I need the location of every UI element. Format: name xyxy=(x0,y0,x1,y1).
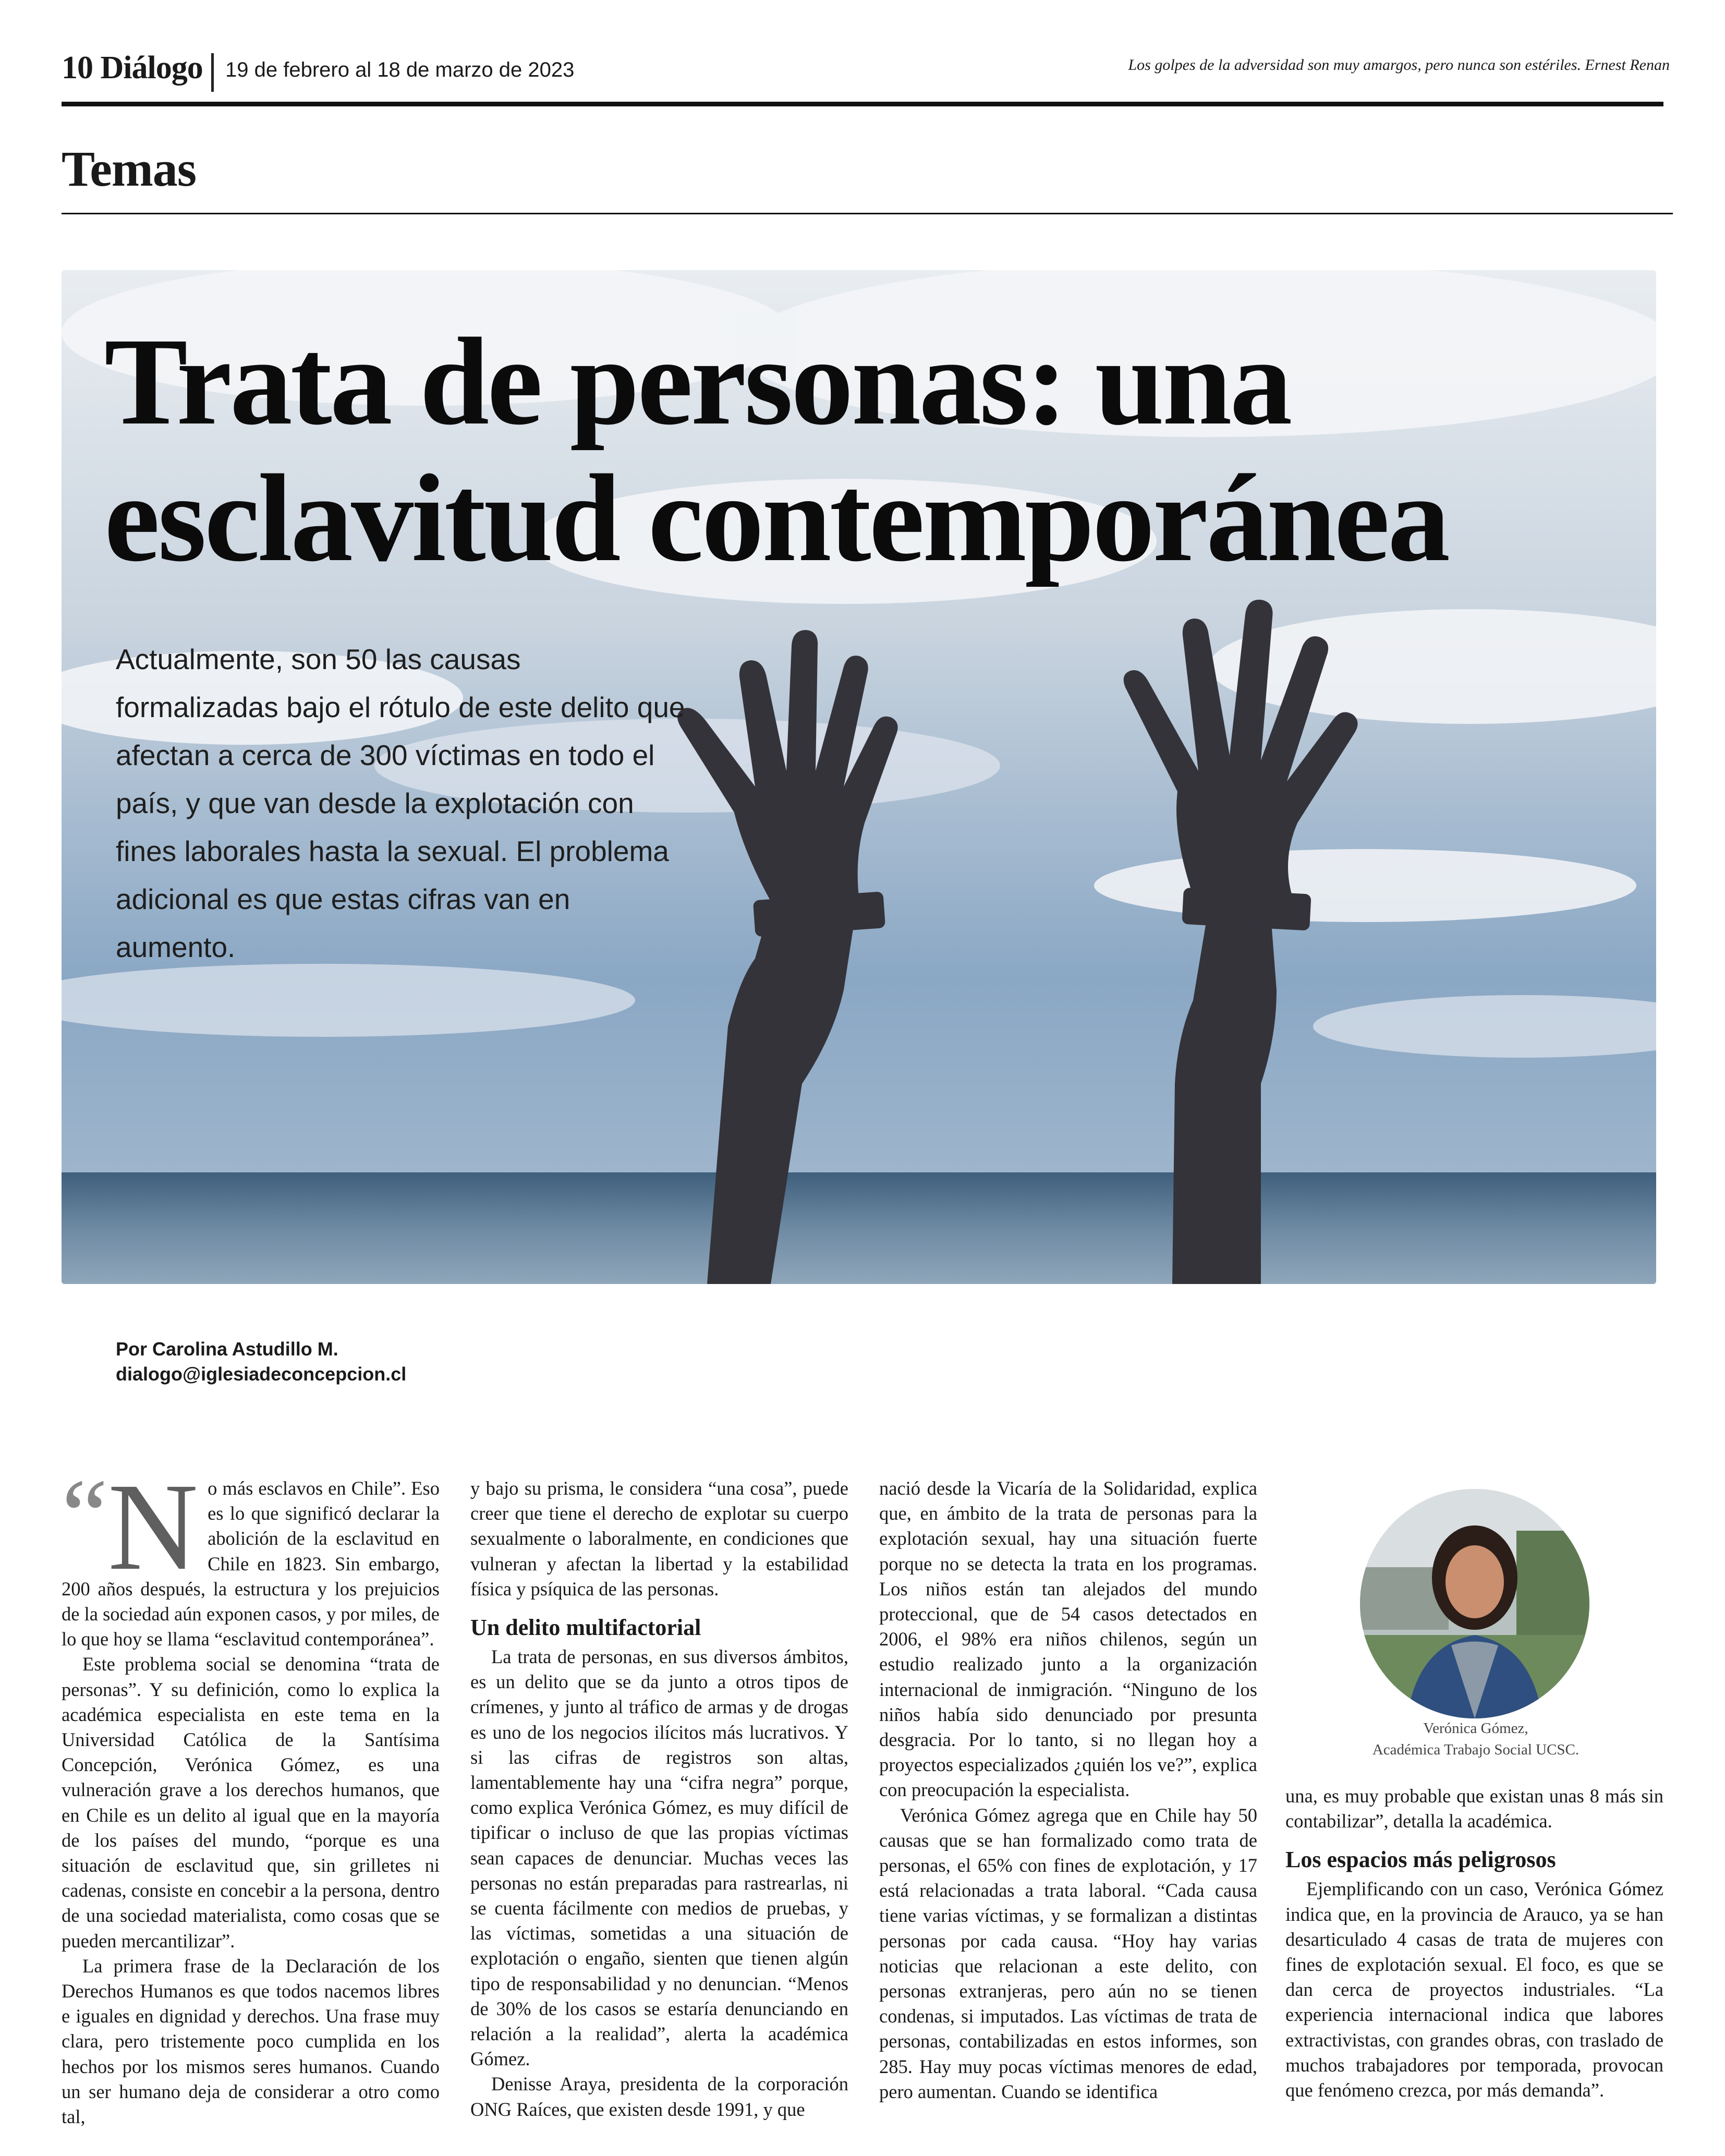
portrait-photo xyxy=(1360,1489,1589,1718)
drop-cap xyxy=(62,1457,199,1596)
issue-date: 19 de febrero al 18 de marzo de 2023 xyxy=(225,58,575,81)
header-rule xyxy=(62,102,1663,106)
body-paragraph: o más esclavos en Chile”. Eso es lo que significó declarar la abolición de la esclavitud en Chile en 1823. Sin embargo, 200 años después, la estructura y los prejuicios de la sociedad aún exponen casos, y por miles, de lo que hoy se llama “esclavitud contemporánea”. xyxy=(62,1477,440,1650)
body-paragraph: Este problema social se denomina “trata de personas”. Y su definición, como lo explica la académica especialista en este tema en la Universidad Católica de la Santísima Concepción, Verónica Gómez, es una vulneración grave a los derechos humanos, que en Chile es un delito al igual que en la mayoría de los países del mundo, “porque es una situación de esclavitud que, sin grilletes ni cadenas, consiste en concebir a la persona, dentro de una sociedad materialista, como cosas que se pueden mercantilizar”. xyxy=(62,1653,440,1952)
article-title: Trata de personas: una esclavitud contemporánea xyxy=(104,312,1449,587)
subheading: Los espacios más peligrosos xyxy=(1285,1847,1556,1873)
article-column-4 xyxy=(1285,1784,1663,2103)
body-paragraph: Ejemplificando con un caso, Verónica Gómez indica que, en la provincia de Arauco, ya se han desarticulado 4 casas de trata de mujeres con fines de explotación sexual. El foco, es que se dan cerca de proyectos industriales. “La experiencia internacional indica que labores extractivistas, con grandes obras, con traslado de muchos trabajadores por temporada, provocan que fenómeno crezca, por más demanda”. xyxy=(1285,1878,1663,2101)
body-paragraph: y bajo su prisma, le considera “una cosa”, puede creer que tiene el derecho de explotar su cuerpo sexualmente o laboralmente, en condiciones que vulneran y afectan la libertad y la estabilidad física y psíquica de las personas. xyxy=(470,1477,848,1600)
section-title: Temas xyxy=(62,141,197,197)
portrait-caption xyxy=(1304,1718,1648,1761)
article-column-2 xyxy=(470,1476,848,2122)
veronica-gomez-portrait xyxy=(1360,1489,1589,1718)
byline xyxy=(116,1337,406,1387)
article-lead: Actualmente, son 50 las causas formalizadas bajo el rótulo de este delito que afectan a cerca de 300 víctimas en todo el país, y que van desde la explotación con fines laborales hasta la sexual. El problema adicional es que estas cifras van en aumento. xyxy=(116,643,685,963)
body-paragraph: nació desde la Vicaría de la Solidaridad, explica que, en ámbito de la trata de personas para la explotación sexual, hay una situación fuerte porque no se detecta la trata en los programas. Los niños están tan alejados del mundo proteccional, que de 54 casos detectados en 2006, el 98% era niños chilenos, según un estudio realizado junto a la organización internacional de inmigración. “Ninguno de los niños había sido denunciado por presunta desgracia. Por lo tanto, si no llegan hoy a proyectos especializados ¿quién los ve?”, explica con preocupación la especialista. xyxy=(879,1477,1257,1801)
caption-name: Verónica Gómez, xyxy=(1423,1720,1528,1737)
body-paragraph: La primera frase de la Declaración de los Derechos Humanos es que todos nacemos libres e iguales en dignidad y derechos. Una frase muy clara, pero tristemente poco cumplida en los hechos por los mismos seres humanos. Cuando un ser humano deja de considerar a otro como tal, xyxy=(62,1955,440,2128)
article-column-1 xyxy=(62,1457,440,2129)
drop-cap-letter: N xyxy=(107,1457,199,1596)
drop-cap-quote: “ xyxy=(62,1458,108,1573)
subheading: Un delito multifactorial xyxy=(470,1615,701,1641)
body-paragraph: Denisse Araya, presidenta de la corporación ONG Raíces, que existen desde 1991, y que xyxy=(470,2073,848,2120)
author-email[interactable]: dialogo@iglesiadeconcepcion.cl xyxy=(116,1363,407,1385)
article-column-3 xyxy=(879,1476,1257,2104)
body-paragraph: una, es muy probable que existan unas 8 más sin contabilizar”, detalla la académica. xyxy=(1285,1785,1663,1832)
header-quote: Los golpes de la adversidad son muy amargos, pero nunca son estériles. Ernest Renan xyxy=(1128,56,1670,74)
body-paragraph: Verónica Gómez agrega que en Chile hay 50 causas que se han formalizado como trata de personas, el 65% con fines de explotación, y 17 está relacionadas a trata laboral. “Cada causa tiene varias víctimas, y se formalizan a distintas personas por cada causa. “Hoy hay varias noticias que relacionan a este delito, con personas extranjeras, pero aún no se tienen condenas, si imputados. Las víctimas de trata de personas, contabilizadas en estos informes, son 285. Hay muy pocas víctimas menores de edad, pero aumentan. Cuando se identifica xyxy=(879,1804,1257,2102)
section-rule xyxy=(62,213,1673,214)
page-number: 10 Diálogo xyxy=(62,50,203,86)
header-separator xyxy=(211,53,214,92)
caption-role: Académica Trabajo Social UCSC. xyxy=(1372,1741,1580,1758)
body-paragraph: La trata de personas, en sus diversos ámbitos, es un delito que se da junto a otros tipos de crímenes, y junto al tráfico de armas y de drogas es uno de los negocios ilícitos más lucrativos. Y si las cifras de registros son altas, lamentablemente hay una “cifra negra” porque, como explica Verónica Gómez, es muy difícil de tipificar o incluso de que las propias víctimas sean capaces de denunciar. Muchas veces las personas no están preparadas para rastrearlas, ni se cuenta fácilmente con medios de pruebas, y las víctimas, sometidas a una situación de explotación o engaño, sienten que tienen algún tipo de responsabilidad y no denuncian. “Menos de 30% de los casos se estaría denunciando en relación a la realidad”, alerta la académica Gómez. xyxy=(470,1646,848,2070)
author-name: Por Carolina Astudillo M. xyxy=(116,1338,338,1360)
